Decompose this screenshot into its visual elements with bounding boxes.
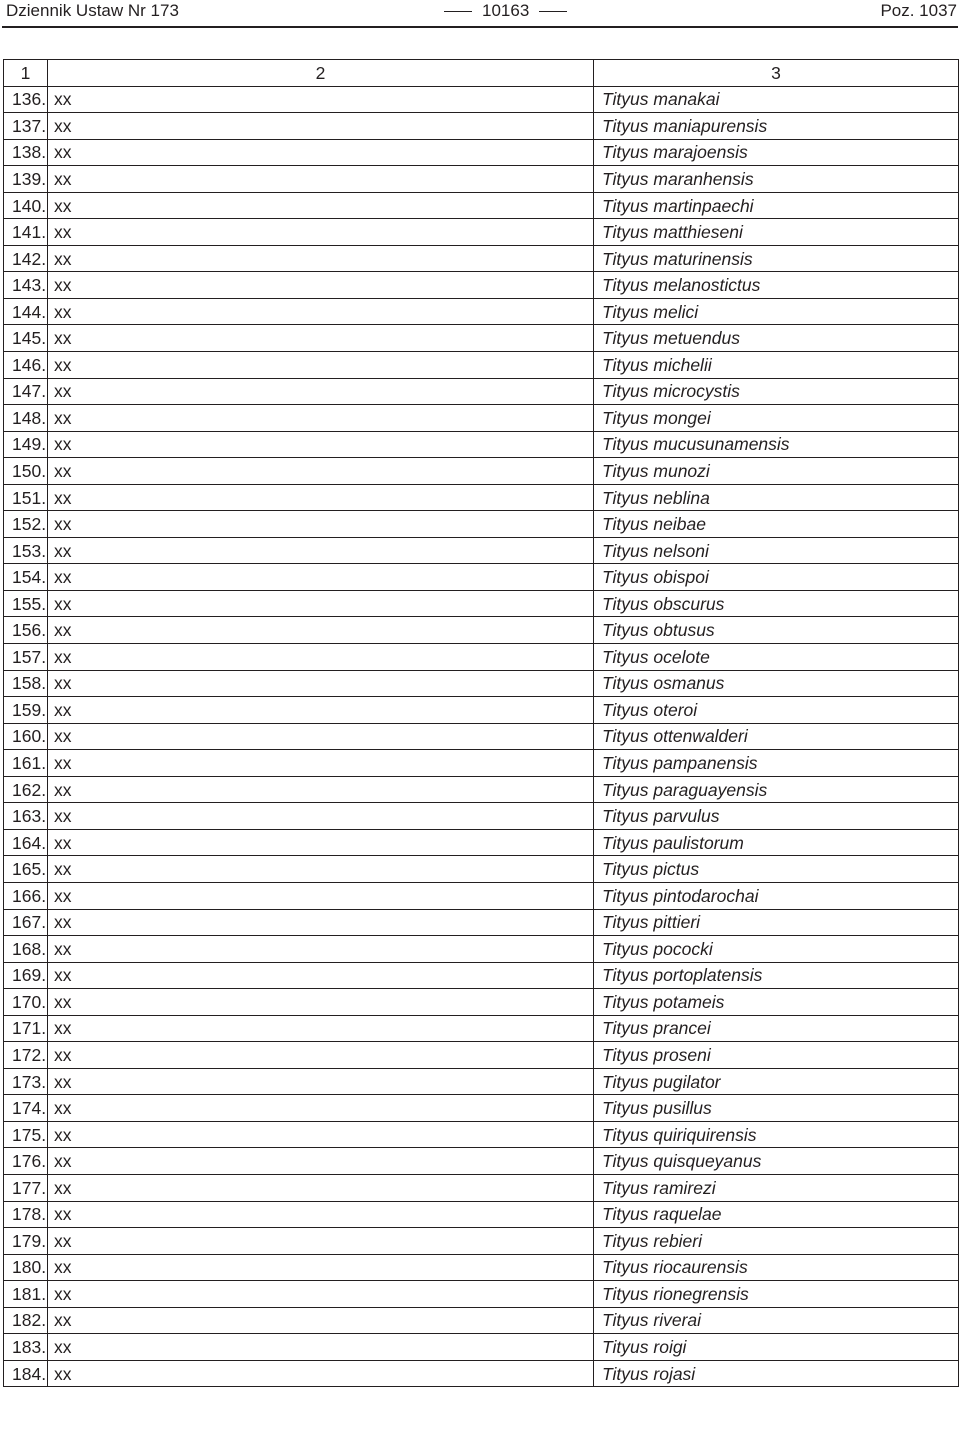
species-name: Tityus neblina (594, 484, 959, 511)
row-mark: xx (48, 829, 594, 856)
row-mark: xx (48, 882, 594, 909)
page-number (434, 1, 577, 21)
row-mark: xx (48, 352, 594, 379)
row-number: 180. (4, 1254, 48, 1281)
row-number: 184. (4, 1360, 48, 1387)
table-row (4, 272, 959, 299)
species-name: Tityus riocaurensis (594, 1254, 959, 1281)
row-number: 177. (4, 1174, 48, 1201)
species-name: Tityus marajoensis (594, 139, 959, 166)
column-header: 3 (594, 60, 959, 87)
table-row (4, 723, 959, 750)
table-row (4, 1201, 959, 1228)
header-rule (2, 26, 958, 28)
row-number: 172. (4, 1042, 48, 1069)
species-name: Tityus obtusus (594, 617, 959, 644)
row-number: 170. (4, 989, 48, 1016)
row-mark: xx (48, 1334, 594, 1361)
row-mark: xx (48, 1254, 594, 1281)
species-name: Tityus mucusunamensis (594, 431, 959, 458)
species-name: Tityus mongei (594, 405, 959, 432)
table-row (4, 1174, 959, 1201)
row-mark: xx (48, 856, 594, 883)
row-mark: xx (48, 272, 594, 299)
dash-right (539, 11, 567, 12)
row-number: 137. (4, 113, 48, 140)
row-number: 175. (4, 1121, 48, 1148)
species-name: Tityus martinpaechi (594, 192, 959, 219)
species-name: Tityus maniapurensis (594, 113, 959, 140)
table-row (4, 352, 959, 379)
row-number: 169. (4, 962, 48, 989)
species-name: Tityus pictus (594, 856, 959, 883)
row-mark: xx (48, 617, 594, 644)
row-mark: xx (48, 1201, 594, 1228)
row-number: 138. (4, 139, 48, 166)
row-mark: xx (48, 1148, 594, 1175)
column-header: 2 (48, 60, 594, 87)
table-row (4, 458, 959, 485)
table-body (4, 86, 959, 1387)
table-row (4, 697, 959, 724)
dash-left (444, 11, 472, 12)
table-row (4, 1281, 959, 1308)
species-name: Tityus quiriquirensis (594, 1121, 959, 1148)
row-mark: xx (48, 484, 594, 511)
row-mark: xx (48, 1307, 594, 1334)
row-number: 140. (4, 192, 48, 219)
row-mark: xx (48, 644, 594, 671)
row-number: 159. (4, 697, 48, 724)
table-row (4, 1334, 959, 1361)
table-row (4, 564, 959, 591)
row-mark: xx (48, 1095, 594, 1122)
species-name: Tityus rionegrensis (594, 1281, 959, 1308)
species-name: Tityus osmanus (594, 670, 959, 697)
table-row (4, 431, 959, 458)
table-row (4, 989, 959, 1016)
table-row (4, 1068, 959, 1095)
row-mark: xx (48, 192, 594, 219)
row-number: 181. (4, 1281, 48, 1308)
table-row (4, 1360, 959, 1387)
row-mark: xx (48, 458, 594, 485)
species-name: Tityus riverai (594, 1307, 959, 1334)
row-number: 144. (4, 298, 48, 325)
table-row (4, 537, 959, 564)
species-name: Tityus quisqueyanus (594, 1148, 959, 1175)
species-name: Tityus munozi (594, 458, 959, 485)
table-row (4, 644, 959, 671)
row-mark: xx (48, 113, 594, 140)
row-number: 146. (4, 352, 48, 379)
row-mark: xx (48, 590, 594, 617)
table-row (4, 1042, 959, 1069)
row-number: 161. (4, 750, 48, 777)
table-row (4, 776, 959, 803)
table-row (4, 1228, 959, 1255)
row-mark: xx (48, 219, 594, 246)
row-number: 143. (4, 272, 48, 299)
row-mark: xx (48, 405, 594, 432)
species-name: Tityus pittieri (594, 909, 959, 936)
page-header (0, 0, 960, 26)
species-name: Tityus rojasi (594, 1360, 959, 1387)
row-number: 162. (4, 776, 48, 803)
row-number: 167. (4, 909, 48, 936)
species-name: Tityus paulistorum (594, 829, 959, 856)
row-mark: xx (48, 723, 594, 750)
table-row (4, 484, 959, 511)
row-mark: xx (48, 962, 594, 989)
species-name: Tityus paraguayensis (594, 776, 959, 803)
table-row (4, 670, 959, 697)
row-number: 154. (4, 564, 48, 591)
row-mark: xx (48, 139, 594, 166)
row-number: 153. (4, 537, 48, 564)
species-name: Tityus obispoi (594, 564, 959, 591)
row-mark: xx (48, 86, 594, 113)
species-name: Tityus potameis (594, 989, 959, 1016)
row-mark: xx (48, 378, 594, 405)
species-name: Tityus michelii (594, 352, 959, 379)
table-row (4, 139, 959, 166)
species-name: Tityus melici (594, 298, 959, 325)
table-row (4, 1254, 959, 1281)
table-row (4, 245, 959, 272)
row-mark: xx (48, 670, 594, 697)
species-name: Tityus proseni (594, 1042, 959, 1069)
row-number: 142. (4, 245, 48, 272)
row-mark: xx (48, 1068, 594, 1095)
table-row (4, 511, 959, 538)
column-header: 1 (4, 60, 48, 87)
row-mark: xx (48, 776, 594, 803)
row-number: 163. (4, 803, 48, 830)
species-name: Tityus matthieseni (594, 219, 959, 246)
species-name: Tityus ottenwalderi (594, 723, 959, 750)
row-mark: xx (48, 1121, 594, 1148)
row-mark: xx (48, 1042, 594, 1069)
row-number: 160. (4, 723, 48, 750)
column-number-row (4, 60, 959, 87)
table-row (4, 909, 959, 936)
row-mark: xx (48, 325, 594, 352)
row-number: 173. (4, 1068, 48, 1095)
species-name: Tityus pusillus (594, 1095, 959, 1122)
row-number: 149. (4, 431, 48, 458)
row-number: 139. (4, 166, 48, 193)
table-row (4, 750, 959, 777)
row-number: 151. (4, 484, 48, 511)
species-name: Tityus maranhensis (594, 166, 959, 193)
species-name: Tityus pampanensis (594, 750, 959, 777)
row-number: 171. (4, 1015, 48, 1042)
position-number: Poz. 1037 (880, 1, 957, 20)
row-mark: xx (48, 909, 594, 936)
row-mark: xx (48, 298, 594, 325)
species-name: Tityus maturinensis (594, 245, 959, 272)
row-mark: xx (48, 537, 594, 564)
species-name: Tityus pugilator (594, 1068, 959, 1095)
row-number: 141. (4, 219, 48, 246)
row-number: 166. (4, 882, 48, 909)
row-number: 148. (4, 405, 48, 432)
species-name: Tityus metuendus (594, 325, 959, 352)
row-mark: xx (48, 564, 594, 591)
table-row (4, 192, 959, 219)
row-mark: xx (48, 697, 594, 724)
table-row (4, 617, 959, 644)
table-row (4, 86, 959, 113)
row-number: 174. (4, 1095, 48, 1122)
row-mark: xx (48, 1174, 594, 1201)
table-row (4, 1015, 959, 1042)
table-row (4, 1148, 959, 1175)
table-row (4, 298, 959, 325)
table-row (4, 936, 959, 963)
table-row (4, 1121, 959, 1148)
table-row (4, 405, 959, 432)
row-mark: xx (48, 166, 594, 193)
row-number: 164. (4, 829, 48, 856)
species-name: Tityus rebieri (594, 1228, 959, 1255)
table-row (4, 166, 959, 193)
table-row (4, 1095, 959, 1122)
row-mark: xx (48, 1015, 594, 1042)
row-number: 157. (4, 644, 48, 671)
row-number: 168. (4, 936, 48, 963)
species-name: Tityus melanostictus (594, 272, 959, 299)
row-mark: xx (48, 1360, 594, 1387)
journal-title: Dziennik Ustaw Nr 173 (6, 1, 179, 20)
table-row (4, 882, 959, 909)
species-name: Tityus neibae (594, 511, 959, 538)
row-mark: xx (48, 1281, 594, 1308)
row-mark: xx (48, 1228, 594, 1255)
row-mark: xx (48, 936, 594, 963)
row-number: 136. (4, 86, 48, 113)
row-number: 150. (4, 458, 48, 485)
table-row (4, 590, 959, 617)
row-number: 155. (4, 590, 48, 617)
row-number: 179. (4, 1228, 48, 1255)
species-name: Tityus ocelote (594, 644, 959, 671)
table-row (4, 856, 959, 883)
table-row (4, 962, 959, 989)
table-row (4, 325, 959, 352)
row-number: 182. (4, 1307, 48, 1334)
row-number: 165. (4, 856, 48, 883)
species-name: Tityus roigi (594, 1334, 959, 1361)
table-row (4, 803, 959, 830)
row-number: 156. (4, 617, 48, 644)
row-mark: xx (48, 431, 594, 458)
table-row (4, 829, 959, 856)
species-name: Tityus ramirezi (594, 1174, 959, 1201)
table-row (4, 219, 959, 246)
species-name: Tityus pococki (594, 936, 959, 963)
species-name: Tityus oteroi (594, 697, 959, 724)
species-name: Tityus manakai (594, 86, 959, 113)
table-row (4, 113, 959, 140)
row-number: 178. (4, 1201, 48, 1228)
row-number: 145. (4, 325, 48, 352)
species-name: Tityus nelsoni (594, 537, 959, 564)
row-mark: xx (48, 803, 594, 830)
row-mark: xx (48, 511, 594, 538)
species-name: Tityus portoplatensis (594, 962, 959, 989)
page-number-text: 10163 (482, 1, 530, 20)
row-number: 176. (4, 1148, 48, 1175)
row-number: 158. (4, 670, 48, 697)
species-name: Tityus pintodarochai (594, 882, 959, 909)
row-number: 147. (4, 378, 48, 405)
table-row (4, 378, 959, 405)
species-name: Tityus prancei (594, 1015, 959, 1042)
row-mark: xx (48, 245, 594, 272)
row-number: 152. (4, 511, 48, 538)
species-name: Tityus parvulus (594, 803, 959, 830)
row-mark: xx (48, 989, 594, 1016)
row-mark: xx (48, 750, 594, 777)
species-table (3, 59, 959, 1387)
table-row (4, 1307, 959, 1334)
species-name: Tityus obscurus (594, 590, 959, 617)
species-name: Tityus raquelae (594, 1201, 959, 1228)
row-number: 183. (4, 1334, 48, 1361)
species-name: Tityus microcystis (594, 378, 959, 405)
